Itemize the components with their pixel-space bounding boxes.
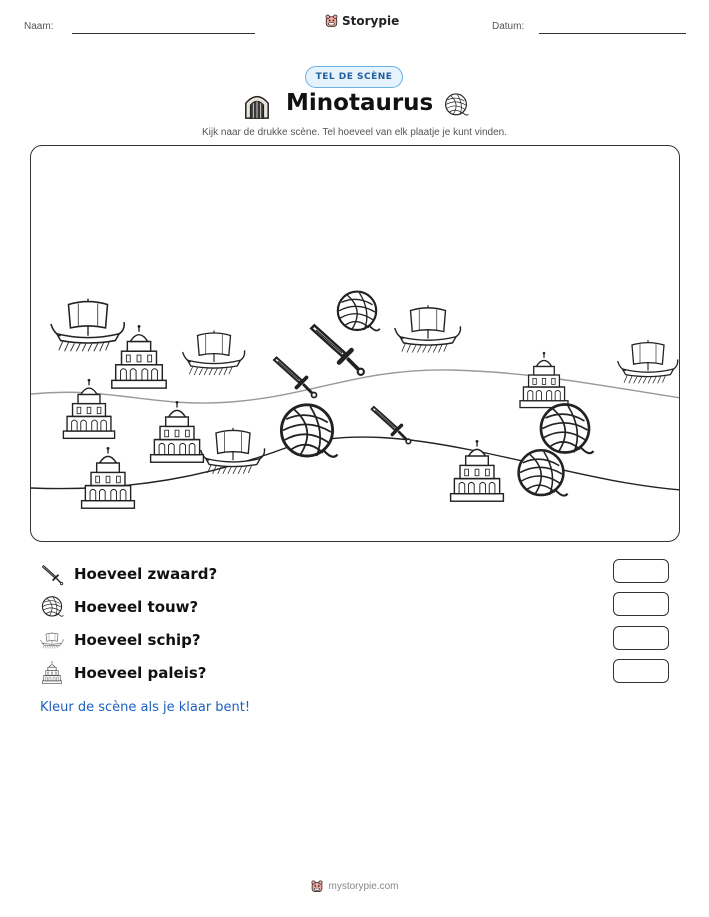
footer [0, 879, 709, 893]
palace-item [63, 379, 114, 438]
brand-name: Storypie [342, 13, 400, 28]
ship-item [183, 331, 245, 376]
footer-site: mystorypie.com [328, 880, 399, 892]
question-label: Hoeveel schip? [74, 631, 201, 649]
palace-item [112, 325, 166, 388]
yarn-ball-item [338, 292, 380, 331]
sword-icon [40, 562, 64, 586]
ship-item [395, 305, 461, 352]
palace-icon [40, 661, 64, 685]
question-palace [40, 659, 206, 687]
sword-item [311, 325, 364, 375]
counting-scene [30, 145, 680, 542]
answer-box-sword[interactable] [613, 559, 669, 583]
labyrinth-gate-icon [243, 92, 271, 120]
palace-item [151, 401, 204, 462]
question-ship [40, 626, 201, 654]
brand-logo [324, 13, 399, 28]
palace-item [82, 447, 135, 508]
question-yarn [40, 593, 198, 621]
mascot-icon [310, 879, 324, 893]
sword-item [274, 358, 317, 398]
question-label: Hoeveel touw? [74, 598, 199, 616]
ship-item [201, 428, 265, 474]
question-sword [40, 560, 217, 588]
page-title: Minotaurus [286, 90, 434, 116]
answer-box-palace[interactable] [613, 659, 669, 683]
yarn-ball-item [519, 450, 568, 495]
yarn-ball-icon [443, 92, 469, 118]
answer-box-yarn[interactable] [613, 592, 669, 616]
yarn-ball-item [281, 405, 337, 457]
scene-drawing [31, 146, 680, 542]
yarn-ball-icon [40, 595, 64, 619]
question-label: Hoeveel zwaard? [74, 565, 218, 583]
name-label: Naam: [24, 21, 54, 32]
yarn-ball-item [541, 405, 594, 454]
answer-box-ship[interactable] [613, 626, 669, 650]
palace-item [451, 440, 504, 501]
mascot-icon [324, 13, 339, 28]
instructions: Kijk naar de drukke scène. Tel hoeveel van elk plaatje je kunt vinden. [201, 127, 507, 138]
ship-item [51, 299, 124, 352]
date-label: Datum: [492, 21, 525, 32]
activity-badge: TEL DE SCÈNE [305, 66, 403, 88]
coloring-note: Kleur de scène als je klaar bent! [40, 700, 251, 715]
ship-item [618, 340, 678, 383]
ship-icon [40, 628, 64, 652]
name-line[interactable] [72, 33, 255, 34]
date-line[interactable] [539, 33, 686, 34]
question-label: Hoeveel paleis? [74, 664, 207, 682]
